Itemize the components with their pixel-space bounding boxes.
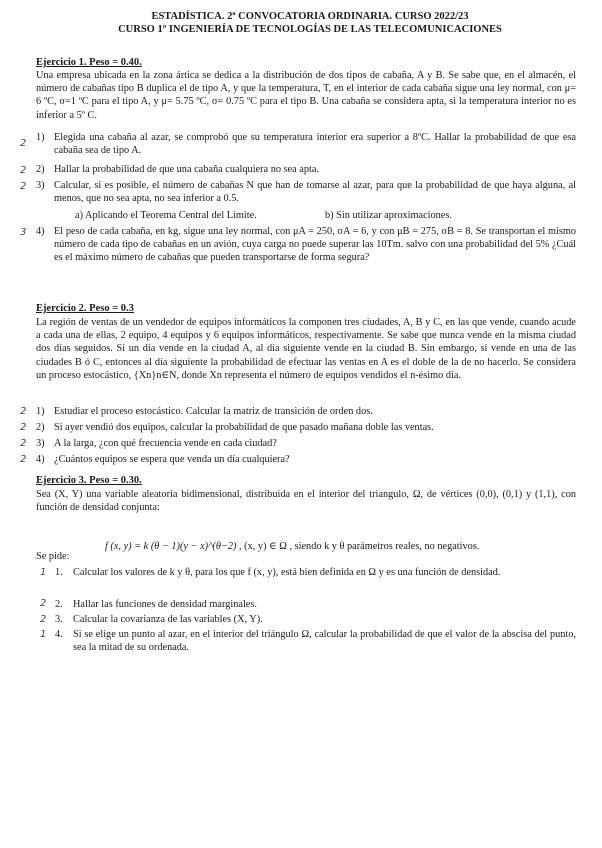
header-line-1: ESTADÍSTICA. 2ª CONVOCATORIA ORDINARIA. CURSO 2022/23 — [151, 11, 469, 22]
item-text: Elegida una cabaña al azar, se comprobó que su temperatura interior era superior a 8ºC. Hallar la probabilidad de que esa cabaña sea de tipo A. — [54, 132, 576, 157]
ex3-item-4-mark: 1 — [40, 629, 47, 640]
ex1-item-4 — [36, 225, 576, 265]
ex2-item-2 — [36, 421, 576, 434]
item-text: Hallar la probabilidad de que una cabaña cualquiera no sea apta. — [54, 164, 320, 175]
ex2-intro: La región de ventas de un vendedor de equipos informáticos la componen tres ciudades, A, B y C, en las que vende, cuando acude a cada una de ellas, 2 equipo, 4 equipos y 6 equipos informáticos, respectivamente. Se sabe que nunca vende en la misma ciudad dos días seguidos. Si un día vende en la ciudad A, al día siguiente vende en la ciudad B. Sin embargo, si vende en una de las ciudades B ó C, entonces al día siguiente la probabilidad de efectuar las ventas en A es el doble de la de no hacerlo. Se considera un proceso estocástico, {Xn}n∈N, donde Xn representa el número de equipos vendidos el n-ésimo día. — [36, 317, 576, 381]
ex2-item-3 — [36, 437, 576, 450]
item-number: 3) — [36, 180, 45, 191]
item-number: 4) — [36, 226, 45, 237]
item-text: Si se elige un punto al azar, en el interior del triángulo Ω, calcular la probabilidad de que el valor de la abscisa del punto, sea la mitad de su ordenada. — [73, 629, 576, 654]
ex2-item-4-mark: 2 — [20, 454, 27, 465]
item-number: 3. — [55, 614, 63, 625]
ex3-item-2-mark: 2 — [40, 598, 47, 609]
ex1-sub-a: a) Aplicando el Teorema Central del Límite. — [75, 210, 257, 221]
ex3-item-2 — [55, 598, 576, 611]
ex3-item-4 — [55, 628, 576, 654]
item-number: 2) — [36, 164, 45, 175]
ex2-title: Ejercicio 2. Peso = 0.3 — [36, 303, 134, 314]
item-text: Si ayer vendió dos equipos, calcular la probabilidad de que pasado mañana doble las ventas. — [54, 422, 434, 433]
item-text: ¿Cuántos equipos se espera que venda un día cualquiera? — [54, 454, 290, 465]
item-number: 1. — [55, 567, 63, 578]
item-text: Calcular, si es posible, el número de cabañas N que han de tomarse al azar, para que la probabilidad de que haya alguna, al menos, que no sea apta, no sea inferior a 0.5. — [54, 180, 576, 205]
item-number: 1) — [36, 406, 45, 417]
ex1-intro: Una empresa ubicada en la zona ártica se dedica a la distribución de dos tipos de cabaña, A y B. Se sabe que, en el almacén, el número de cabañas tipo B duplica el de tipo A, y que la temperatura, T, en el interior de cada cabaña sigue una ley normal, con μ= 6 ºC, σ=1 ºC para el tipo A, y μ= 5.75 ºC, σ= 0.75 ºC para el tipo B. Una cabaña se considera apta, si la temperatura interior no es inferior a 5º C. — [36, 70, 576, 121]
item-text: El peso de cada cabaña, en kg, sigue una ley normal, con μA = 250, σA = 6, y con μB = 275, σB = 8. Se transportan el mismo número de cada tipo de cabañas en un avión, cuya carga no puede superar las 10Tm. salvo con una probabilidad del 5% ¿Cuál es el máximo número de cabañas que pueden transportarse de forma segura? — [54, 226, 576, 264]
item-number: 4) — [36, 454, 45, 465]
ex1-item-2 — [36, 163, 576, 176]
item-text: Calcular los valores de k y θ, para los que f (x, y), está bien definida en Ω y es una función de densidad. — [73, 567, 501, 578]
ex1-item-4-mark: 3 — [20, 227, 27, 238]
item-number: 2) — [36, 422, 45, 433]
ex1-item-1 — [36, 131, 576, 157]
ex3-title: Ejercicio 3. Peso = 0.30. — [36, 475, 142, 486]
ex3-item-3-mark: 2 — [40, 614, 47, 625]
ex2-item-4 — [36, 453, 576, 466]
ex3-item-1 — [55, 566, 576, 579]
ex1-item-2-mark: 2 — [20, 165, 27, 176]
item-number: 3) — [36, 438, 45, 449]
ex2-item-3-mark: 2 — [20, 438, 27, 449]
item-text: A la larga, ¿con qué frecuencia vende en cada ciudad? — [54, 438, 277, 449]
density-domain: , (x, y) ∈ Ω , siendo k y θ parámetros reales, no negativos. — [239, 541, 480, 552]
ex1-item-1-mark: 2 — [20, 138, 27, 149]
item-text: Estudiar el proceso estocástico. Calcular la matriz de transición de orden dos. — [54, 406, 373, 417]
ex1-sub-b: b) Sin utilizar aproximaciones. — [325, 210, 452, 221]
ex2-item-1 — [36, 405, 576, 418]
ex2-item-1-mark: 2 — [20, 406, 27, 417]
ex3-intro: Sea (X, Y) una variable aleatoria bidimensional, distribuida en el interior del triangulo, Ω, de vértices (0,0), (0,1) y (1,1), con función de densidad conjunta: — [36, 489, 576, 514]
ex1-item-3-mark: 2 — [20, 181, 27, 192]
ex1-item-3 — [36, 179, 576, 205]
item-number: 4. — [55, 629, 63, 640]
item-text: Hallar las funciones de densidad marginales. — [73, 599, 257, 610]
ex3-item-3 — [55, 613, 576, 626]
header-line-2: CURSO 1º INGENIERÍA DE TECNOLOGÍAS DE LAS TELECOMUNICACIONES — [118, 24, 502, 35]
item-number: 2. — [55, 599, 63, 610]
ex2-item-2-mark: 2 — [20, 422, 27, 433]
density-formula — [105, 540, 479, 553]
density-expression: f (x, y) = k (θ − 1)(y − x)^(θ−2) — [105, 541, 237, 552]
item-text: Calcular la covarianza de las variables (X, Y). — [73, 614, 263, 625]
item-number: 1) — [36, 132, 45, 143]
se-pide-label: Se pide: — [36, 551, 70, 562]
ex3-item-1-mark: 1 — [40, 567, 47, 578]
ex1-title: Ejercicio 1. Peso = 0.40. — [36, 57, 142, 68]
